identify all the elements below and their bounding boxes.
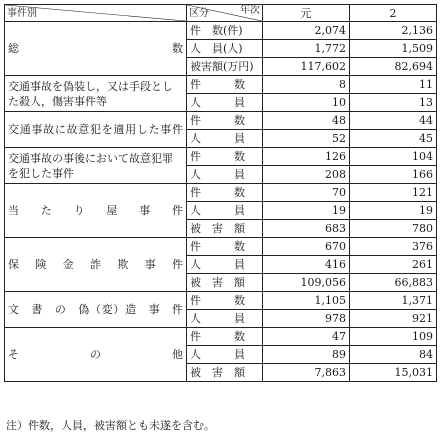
value-year-1-cell: 117,602 bbox=[263, 58, 350, 76]
table-row bbox=[5, 238, 437, 256]
kubun-cell: 人 員 bbox=[187, 310, 263, 328]
footnote: 注）件数，人員，被害額とも未遂を含む。 bbox=[6, 419, 215, 432]
value-year-2-cell: 2,136 bbox=[350, 22, 437, 40]
value-year-1-cell: 670 bbox=[263, 238, 350, 256]
table-row bbox=[5, 184, 437, 202]
kubun-cell: 被害額(万円) bbox=[187, 58, 263, 76]
header-kubun-cell bbox=[187, 5, 263, 22]
crime-statistics-table bbox=[4, 4, 437, 382]
value-year-1-cell: 683 bbox=[263, 220, 350, 238]
table-row bbox=[5, 292, 437, 310]
value-year-2-cell: 376 bbox=[350, 238, 437, 256]
value-year-2-cell: 84 bbox=[350, 346, 437, 364]
case-category-cell: 総 数 bbox=[5, 22, 187, 76]
case-category-cell: 交通事故に故意犯を適用した事件 bbox=[5, 112, 187, 148]
value-year-1-cell: 10 bbox=[263, 94, 350, 112]
value-year-1-cell: 8 bbox=[263, 76, 350, 94]
kubun-cell: 件 数 bbox=[187, 184, 263, 202]
value-year-1-cell: 1,772 bbox=[263, 40, 350, 58]
value-year-1-cell: 978 bbox=[263, 310, 350, 328]
value-year-2-cell: 15,031 bbox=[350, 364, 437, 382]
value-year-2-cell: 44 bbox=[350, 112, 437, 130]
kubun-cell: 被 害 額 bbox=[187, 364, 263, 382]
value-year-2-cell: 82,694 bbox=[350, 58, 437, 76]
value-year-1-cell: 52 bbox=[263, 130, 350, 148]
value-year-1-cell: 7,863 bbox=[263, 364, 350, 382]
kubun-cell: 件 数 bbox=[187, 292, 263, 310]
value-year-2-cell: 1,509 bbox=[350, 40, 437, 58]
kubun-cell: 人 員 bbox=[187, 346, 263, 364]
value-year-2-cell: 104 bbox=[350, 148, 437, 166]
kubun-cell: 人 員 bbox=[187, 256, 263, 274]
table-body bbox=[5, 5, 437, 382]
kubun-cell: 人 員 bbox=[187, 166, 263, 184]
value-year-2-cell: 66,883 bbox=[350, 274, 437, 292]
kubun-cell: 件 数 bbox=[187, 328, 263, 346]
value-year-1-cell: 1,105 bbox=[263, 292, 350, 310]
table-row bbox=[5, 76, 437, 94]
value-year-1-cell: 208 bbox=[263, 166, 350, 184]
value-year-2-cell: 109 bbox=[350, 328, 437, 346]
kubun-cell: 被 害 額 bbox=[187, 220, 263, 238]
table-row bbox=[5, 148, 437, 166]
value-year-2-cell: 921 bbox=[350, 310, 437, 328]
table-header-row bbox=[5, 5, 437, 22]
case-category-cell: 交通事故の事後において故意犯罪を犯した事件 bbox=[5, 148, 187, 184]
value-year-2-cell: 780 bbox=[350, 220, 437, 238]
value-year-1-cell: 416 bbox=[263, 256, 350, 274]
value-year-1-cell: 47 bbox=[263, 328, 350, 346]
kubun-cell: 人 員(人) bbox=[187, 40, 263, 58]
header-year-2: 2 bbox=[350, 5, 437, 22]
table-row bbox=[5, 22, 437, 40]
value-year-2-cell: 45 bbox=[350, 130, 437, 148]
kubun-cell: 件 数 bbox=[187, 238, 263, 256]
value-year-1-cell: 89 bbox=[263, 346, 350, 364]
value-year-1-cell: 2,074 bbox=[263, 22, 350, 40]
table-row bbox=[5, 112, 437, 130]
value-year-2-cell: 121 bbox=[350, 184, 437, 202]
header-year-1: 元 bbox=[263, 5, 350, 22]
header-corner-cell bbox=[5, 5, 187, 22]
value-year-1-cell: 109,056 bbox=[263, 274, 350, 292]
case-category-cell: 保 険 金 詐 欺 事 件 bbox=[5, 238, 187, 292]
value-year-2-cell: 261 bbox=[350, 256, 437, 274]
header-kubun-label: 区分 bbox=[189, 8, 209, 19]
value-year-2-cell: 19 bbox=[350, 202, 437, 220]
kubun-cell: 人 員 bbox=[187, 130, 263, 148]
value-year-2-cell: 11 bbox=[350, 76, 437, 94]
kubun-cell: 人 員 bbox=[187, 94, 263, 112]
case-category-cell: そ の 他 bbox=[5, 328, 187, 382]
header-case-label: 事件別 bbox=[7, 8, 37, 19]
kubun-cell: 件 数 bbox=[187, 76, 263, 94]
case-category-cell: 文 書 の 偽（変）造 事 件 bbox=[5, 292, 187, 328]
value-year-2-cell: 166 bbox=[350, 166, 437, 184]
kubun-cell: 件 数 bbox=[187, 148, 263, 166]
value-year-1-cell: 48 bbox=[263, 112, 350, 130]
header-year-label: 年次 bbox=[240, 5, 260, 16]
kubun-cell: 件 数(件) bbox=[187, 22, 263, 40]
kubun-cell: 件 数 bbox=[187, 112, 263, 130]
case-category-cell: 交通事故を偽装し，又は手段とした殺人，傷害事件等 bbox=[5, 76, 187, 112]
value-year-1-cell: 70 bbox=[263, 184, 350, 202]
case-category-cell: 当 た り 屋 事 件 bbox=[5, 184, 187, 238]
table-row bbox=[5, 328, 437, 346]
value-year-2-cell: 13 bbox=[350, 94, 437, 112]
kubun-cell: 人 員 bbox=[187, 202, 263, 220]
value-year-1-cell: 126 bbox=[263, 148, 350, 166]
value-year-2-cell: 1,371 bbox=[350, 292, 437, 310]
value-year-1-cell: 19 bbox=[263, 202, 350, 220]
kubun-cell: 被 害 額 bbox=[187, 274, 263, 292]
